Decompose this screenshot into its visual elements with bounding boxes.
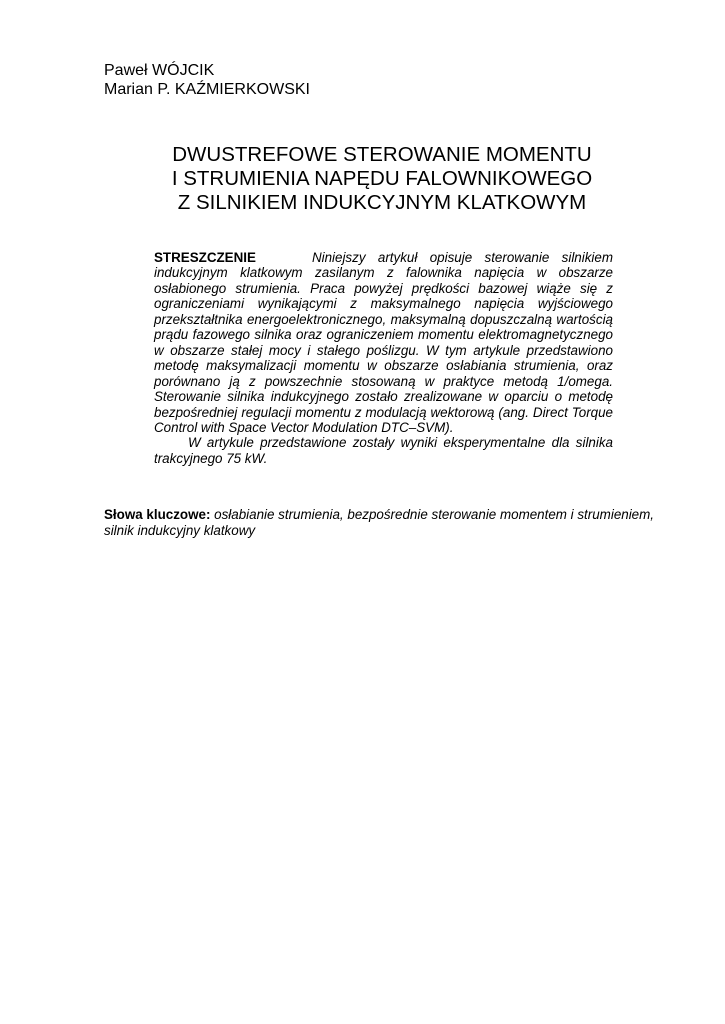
abstract-paragraph: W artykule przedstawione zostały wyniki eksperymentalne dla silnika trakcyjnego 75 kW. — [154, 435, 613, 466]
author-name: Marian P. KAŹMIERKOWSKI — [104, 81, 310, 98]
authors — [104, 61, 310, 99]
abstract — [154, 250, 613, 466]
abstract-paragraph — [154, 250, 613, 435]
author-name: Paweł WÓJCIK — [104, 62, 215, 79]
title-line: DWUSTREFOWE STEROWANIE MOMENTU — [172, 143, 592, 166]
keywords — [104, 507, 664, 539]
title-line: I STRUMIENIA NAPĘDU FALOWNIKOWEGO — [171, 167, 593, 190]
paper-title — [140, 143, 624, 215]
title-line: Z SILNIKIEM INDUKCYJNYM KLATKOWYM — [177, 191, 587, 214]
keywords-label: Słowa kluczowe: — [104, 507, 211, 522]
abstract-text: Niniejszy artykuł opisuje sterowanie silnikiem indukcyjnym klatkowym zasilanym z falownika napięcia w obszarze osłabionego strumienia. Praca powyżej prędkości bazowej wiąże się z ograniczeniami wynikającymi z maksymalnego napięcia wyjściowego przekształtnika energoelektronicznego, maksymalną dopuszczalną wartością prądu fazowego silnika oraz ograniczeniem momentu elektromagnetycznego w obszarze stałej mocy i stałego poślizgu. W tym artykule przedstawiono metodę maksymalizacji momentu w obszarze osłabiania strumienia, oraz porównano ją z powszechnie stosowaną w praktyce metodą 1/omega. Sterowanie silnika indukcyjnego zostało zrealizowane w oparciu o metodę bezpośredniej regulacji momentu z modulacją wektorową (ang. Direct Torque Control with Space Vector Modulation DTC–SVM). — [154, 250, 613, 435]
keywords-text: osłabianie strumienia, bezpośrednie sterowanie momentem i strumieniem, silnik indukcyjny klatkowy — [104, 507, 655, 538]
abstract-label: STRESZCZENIE — [154, 250, 256, 265]
